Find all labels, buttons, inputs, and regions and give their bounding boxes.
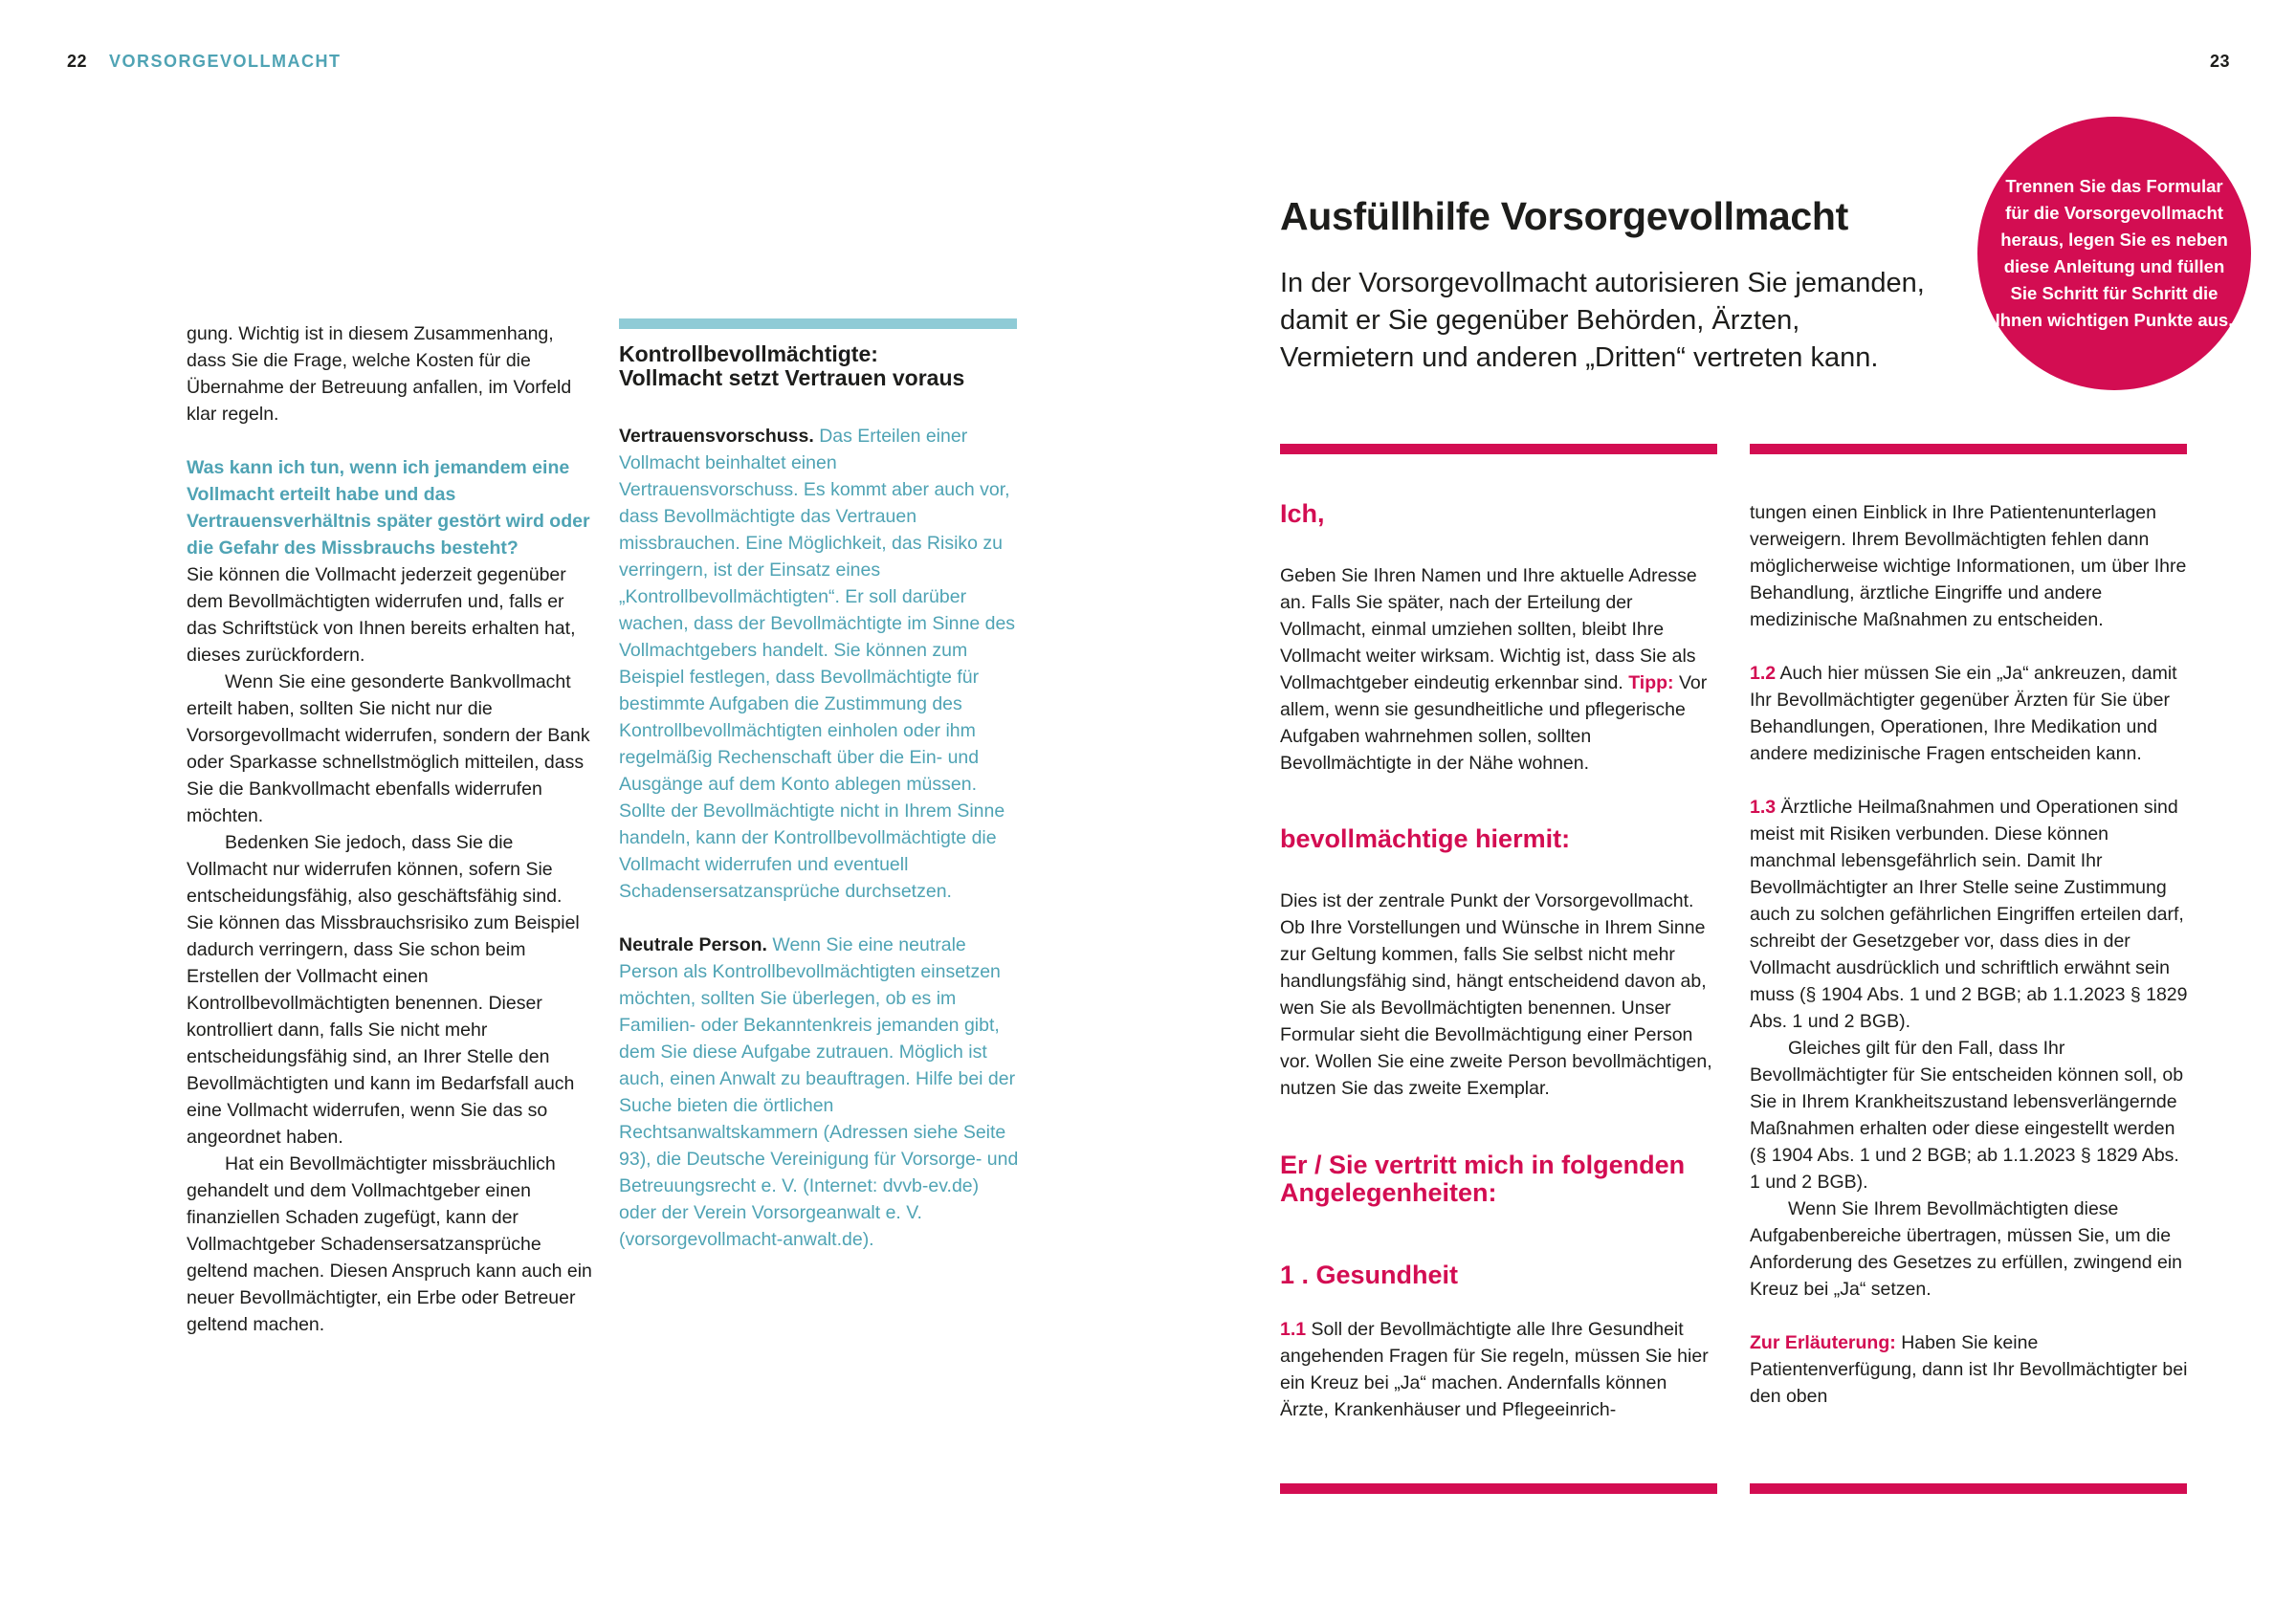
item-number: 1.3 xyxy=(1750,797,1777,818)
item-text: Ärztliche Heilmaßnahmen und Operationen sind meist mit Risiken verbunden. Diese können manchmal lebensgefährlich sein. Damit Ihr Bevollmächtigter an Ihrer Stelle seine Zustimmung auch zu solchen gefährlichen Eingriffen erteilen darf, schreibt der Gesetzgeber vor, dass dies in der Vollmacht ausdrücklich und schriftlich erwähnt sein muss (§ 1904 Abs. 1 und 2 BGB; ab 1.1.2023 § 1829 Abs. 1 und 2 BGB). xyxy=(1750,797,2188,1032)
item-text: Soll der Bevollmächtigte alle Ihre Gesundheit angehenden Fragen für Sie regeln, müssen Sie hier ein Kreuz bei „Ja“ machen. Andernfalls können Ärzte, Krankenhäuser und Pflegeeinrich- xyxy=(1280,1319,1709,1420)
body-paragraph: Wenn Sie eine gesonderte Bankvollmacht erteilt haben, sollten Sie nicht nur die Vorsorgevollmacht widerrufen, sondern der Bank oder Sparkasse schnellstmöglich mitteilen, dass Sie die Bankvollmacht ebenfalls widerrufen möchten. xyxy=(187,671,590,826)
erlaeuterung-text: Haben Sie keine Patientenverfügung, dann ist Ihr Bevollmächtigter bei den oben xyxy=(1750,1332,2188,1407)
item-number: 1.1 xyxy=(1280,1319,1307,1340)
heading-bevollmaechtige: bevollmächtige hiermit: xyxy=(1280,824,1571,853)
pink-divider-top-right xyxy=(1750,444,2187,454)
section-lead: Neutrale Person. xyxy=(619,934,767,955)
body-paragraph: Bedenken Sie jedoch, dass Sie die Vollmacht nur widerrufen können, sofern Sie entscheidungsfähig, also geschäftsfähig sind. Sie können das Missbrauchsrisiko zum Beispiel dadurch verringern, dass Sie schon beim Erstellen der Vollmacht einen Kontrollbevollmächtigten benennen. Dieser kontrolliert dann, falls Sie nicht mehr entscheidungsfähig sind, an Ihrer Stelle den Bevollmächtigten und kann im Bedarfsfall auch eine Vollmacht widerrufen, wenn Sie das so angeordnet haben. xyxy=(187,832,580,1148)
page-number-left: 22 xyxy=(67,52,88,71)
item-1-3-para3: Wenn Sie Ihrem Bevollmächtigten diese Aufgabenbereiche übertragen, müssen Sie, um die Anforderung des Gesetzes zu erfüllen, zwingend ein Kreuz bei „Ja“ setzen. xyxy=(1750,1198,2183,1300)
heading-vertritt-line2: Angelegenheiten: xyxy=(1280,1178,1497,1207)
pink-divider-top-left xyxy=(1280,444,1717,454)
item-1-2 xyxy=(1750,660,2192,767)
sidebar-section xyxy=(619,932,1021,1253)
instruction-circle xyxy=(1977,117,2251,390)
tipp-label: Tipp: xyxy=(1628,672,1674,693)
sidebar-title-line2: Vollmacht setzt Vertrauen voraus xyxy=(619,365,965,390)
ich-paragraph xyxy=(1280,562,1720,777)
heading-ich: Ich, xyxy=(1280,499,1325,528)
heading-vertritt xyxy=(1280,1151,1720,1207)
heading-vertritt-line1: Er / Sie vertritt mich in folgenden xyxy=(1280,1151,1686,1179)
erlaeuterung-label: Zur Erläuterung: xyxy=(1750,1332,1896,1353)
item-1-3 xyxy=(1750,794,2192,1035)
tipp-text: Vor allem, wenn sie gesundheitliche und pflegerische Aufgaben wahrnehmen sollen, sollten Bevollmächtigte in der Nähe wohnen. xyxy=(1280,672,1708,774)
sidebar-section xyxy=(619,423,1021,905)
section-text: Das Erteilen einer Vollmacht beinhaltet einen Vertrauensvorschuss. Es kommt aber auch vor, dass Bevollmächtigte das Vertrauen missbrauchen. Eine Möglichkeit, das Risiko zu verringern, ist der Einsatz eines „Kontrollbevollmächtigten“. Er soll darüber wachen, dass der Bevollmächtigte im Sinne des Vollmachtgebers handelt. Sie können zum Beispiel festlegen, dass Bevollmächtigte für bestimmte Aufgaben die Zustimmung des Kontrollbevollmächtigten einholen oder ihm regelmäßig Rechenschaft über die Ein- und Ausgänge auf dem Konto ablegen müssen. Sollte der Bevollmächtigte nicht in Ihrem Sinne handeln, kann der Kontrollbevollmächtigte die Vollmacht widerrufen und eventuell Schadensersatzansprüche durchsetzen. xyxy=(619,426,1016,902)
left-column xyxy=(187,320,593,1338)
guide-column-1 xyxy=(1280,499,1720,1423)
section-text: Wenn Sie eine neutrale Person als Kontrollbevollmächtigten einsetzen möchten, sollten Sie überlegen, ob es im Familien- oder Bekanntenkreis jemanden gibt, dem Sie diese Aufgabe zutrauen. Möglich ist auch, einen Anwalt zu beauftragen. Hilfe bei der Suche bieten die örtlichen Rechtsanwaltskammern (Adressen siehe Seite 93), die Deutsche Vereinigung für Vorsorge- und Betreuungsrecht e. V. (Internet: dvvb-ev.de) oder der Verein Vorsorgeanwalt e. V. (vorsorgevollmacht-anwalt.de). xyxy=(619,934,1019,1250)
continuation-paragraph: tungen einen Einblick in Ihre Patientenunterlagen verweigern. Ihrem Bevollmächtigten fehlen dann möglicherweise wichtige Informationen, um über Ihre Behandlung, ärztliche Eingriffe und andere medizinische Maßnahmen zu entscheiden. xyxy=(1750,502,2187,630)
ich-text: Geben Sie Ihren Namen und Ihre aktuelle Adresse an. Falls Sie später, nach der Erteilung der Vollmacht, einmal umziehen sollten, bleibt Ihre Vollmacht weiter wirksam. Wichtig ist, dass Sie als Vollmachtgeber eindeutig erkennbar sind. xyxy=(1280,565,1697,693)
sidebar-title-line1: Kontrollbevollmächtigte: xyxy=(619,341,878,366)
lead-paragraph: In der Vorsorgevollmacht autorisieren Sie jemanden, damit er Sie gegenüber Behörden, Ärzten, Vermietern und anderen „Dritten“ vertreten kann. xyxy=(1280,268,1925,373)
body-paragraph: Hat ein Bevollmächtigter missbräuchlich gehandelt und dem Vollmachtgeber einen finanziellen Schaden zugefügt, kann der Vollmachtgeber Schadensersatzansprüche geltend machen. Diesen Anspruch kann auch ein neuer Bevollmächtigter, ein Erbe oder Betreuer geltend machen. xyxy=(187,1153,592,1335)
section-lead: Vertrauensvorschuss. xyxy=(619,426,814,447)
heading-gesundheit: 1 . Gesundheit xyxy=(1280,1261,1459,1289)
item-1-3-para2: Gleiches gilt für den Fall, dass Ihr Bevollmächtigter für Sie entscheiden können soll, ob Sie in Ihrem Krankheitszustand lebensverlängernde Maßnahmen erhalten oder diese eingestellt werden (§ 1904 Abs. 1 und 2 BGB; ab 1.1.2023 § 1829 Abs. 1 und 2 BGB). xyxy=(1750,1038,2184,1193)
page-number-right: 23 xyxy=(2210,52,2231,71)
teal-divider-bar xyxy=(619,318,1017,329)
erlaeuterung-paragraph xyxy=(1750,1329,2192,1410)
item-1-1 xyxy=(1280,1316,1720,1423)
guide-column-2 xyxy=(1750,499,2192,1410)
bevollmaechtige-paragraph: Dies ist der zentrale Punkt der Vorsorgevollmacht. Ob Ihre Vorstellungen und Wünsche in Ihrem Sinne zur Geltung kommen, falls Sie selbst nicht mehr handlungsfähig sind, hängt entscheidend davon ab, wen Sie als Bevollmächtigten benennen. Unser Formular sieht die Bevollmächtigung einer Person vor. Wollen Sie eine zweite Person bevollmächtigen, nutzen Sie das zweite Exemplar. xyxy=(1280,890,1712,1099)
item-number: 1.2 xyxy=(1750,663,1777,684)
running-head: VORSORGEVOLLMACHT xyxy=(109,52,342,71)
pink-divider-bottom-right xyxy=(1750,1483,2187,1494)
body-paragraph: Sie können die Vollmacht jederzeit gegenüber dem Bevollmächtigten widerrufen und, falls er das Schriftstück von Ihnen bereits erhalten hat, dieses zurückfordern. xyxy=(187,564,576,666)
faq-question: Was kann ich tun, wenn ich jemandem eine Vollmacht erteilt habe und das Vertrauensverhältnis später gestört wird oder die Gefahr des Missbrauchs besteht? xyxy=(187,457,590,559)
item-text: Auch hier müssen Sie ein „Ja“ ankreuzen, damit Ihr Bevollmächtigter gegenüber Ärzten für Sie über Behandlungen, Operationen, Ihre Medikation und andere medizinische Fragen entscheiden kann. xyxy=(1750,663,2177,764)
intro-paragraph: gung. Wichtig ist in diesem Zusammenhang, dass Sie die Frage, welche Kosten für die Übernahme der Betreuung anfallen, im Vorfeld klar regeln. xyxy=(187,323,572,425)
pink-divider-bottom-left xyxy=(1280,1483,1717,1494)
circle-note: Trennen Sie das Formular für die Vorsorgevollmacht heraus, legen Sie es neben diese Anleitung und füllen Sie Schritt für Schritt die Ihnen wichtigen Punkte aus. xyxy=(1995,176,2234,330)
page-title: Ausfüllhilfe Vorsorgevollmacht xyxy=(1280,194,1848,238)
sidebar-box xyxy=(619,342,1021,1253)
